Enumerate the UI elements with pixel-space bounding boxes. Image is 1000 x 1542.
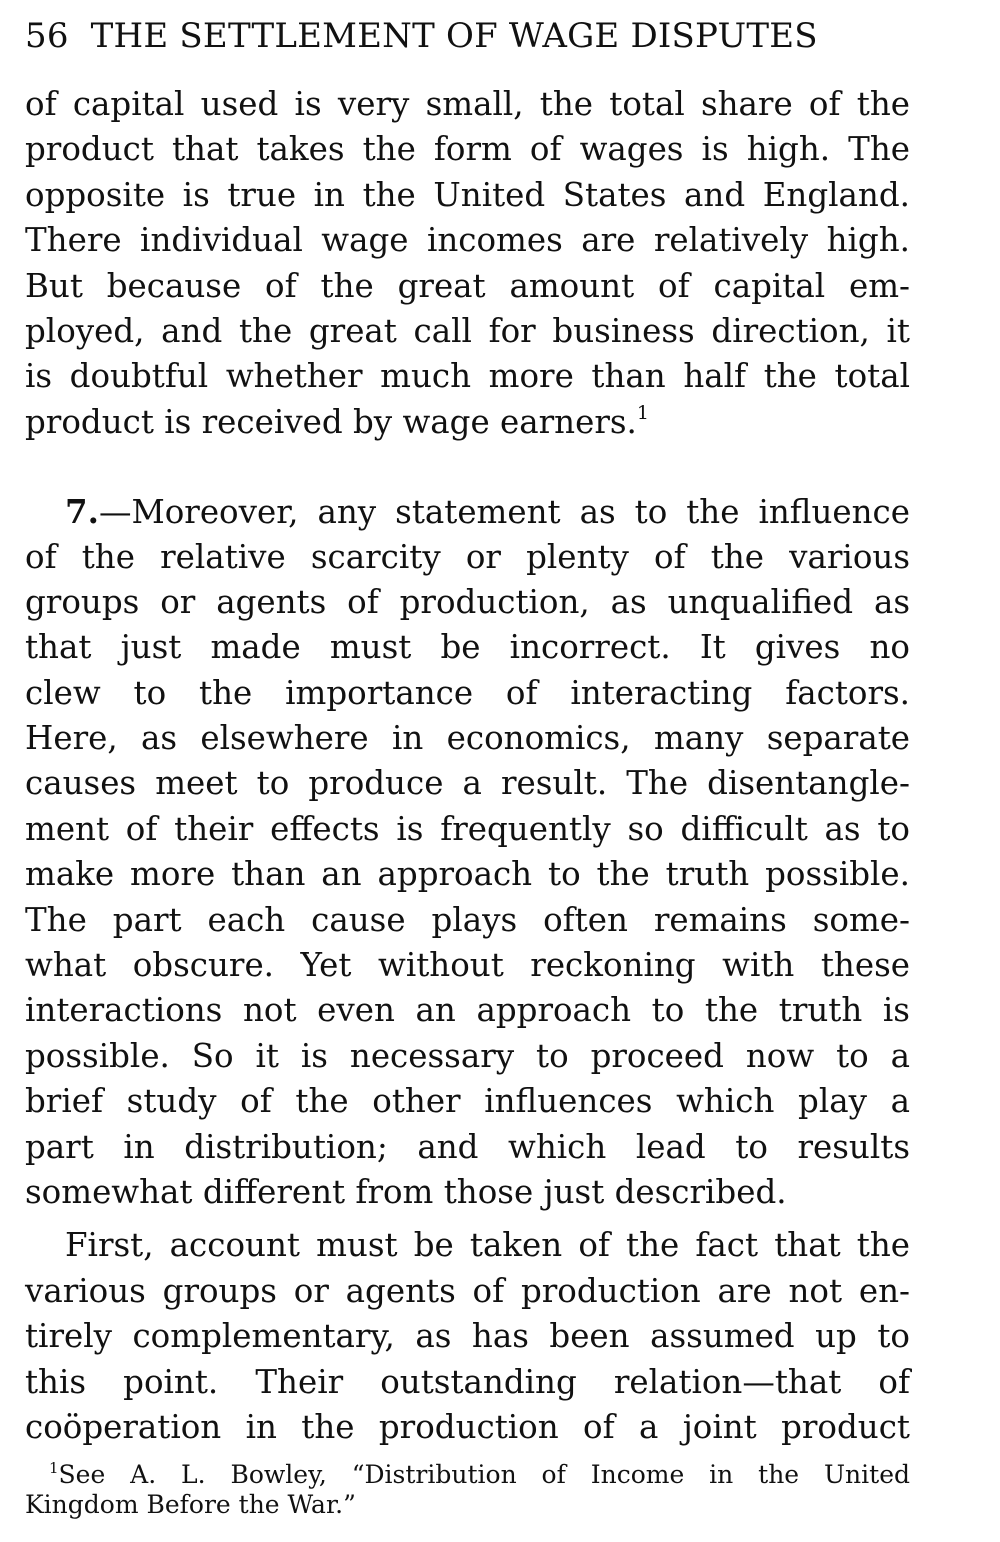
body-text — [25, 82, 910, 1450]
running-title: THE SETTLEMENT OF WAGE DISPUTES — [90, 16, 818, 56]
text-line: clew to the importance of interacting factors. — [25, 673, 910, 712]
paragraph-2 — [25, 489, 910, 1215]
footnote-text: Kingdom Before the War.” — [25, 1490, 356, 1519]
text-line: ment of their effects is frequently so difficult as to — [25, 809, 910, 848]
text-line: —Moreover, any statement as to the influence — [98, 493, 910, 532]
paragraph-1 — [25, 82, 910, 445]
text-line: groups or agents of production, as unqualified as — [25, 582, 910, 621]
footnote-line — [25, 1460, 910, 1490]
text-line: brief study of the other influences which play a — [25, 1082, 910, 1121]
book-page — [25, 0, 910, 1542]
text-line: tirely complementary, as has been assumed up to — [25, 1317, 910, 1356]
section-number: 7. — [65, 492, 99, 532]
text-line: Here, as elsewhere in economics, many separate — [25, 719, 910, 758]
text-line: somewhat different from those just described. — [25, 1172, 787, 1211]
footnote-text: See A. L. Bowley, “Distribution of Income in the United — [58, 1460, 910, 1489]
text-line: coöperation in the production of a joint product — [25, 1407, 910, 1446]
text-line: interactions not even an approach to the truth is — [25, 991, 910, 1030]
page-number: 56 — [25, 16, 69, 56]
text-line: product is received by wage earners. — [25, 402, 637, 441]
text-line: is doubtful whether much more than half the total — [25, 357, 910, 396]
text-line: of capital used is very small, the total share of the — [25, 85, 910, 123]
footnote — [25, 1460, 910, 1520]
running-head — [25, 14, 910, 58]
text-line: what obscure. Yet without reckoning with these — [25, 946, 910, 985]
text-line: First, account must be taken of the fact that the — [65, 1226, 910, 1265]
paragraph-spacer — [25, 1215, 910, 1223]
text-line: The part each cause plays often remains some- — [25, 900, 910, 939]
footnote-marker: 1 — [49, 1459, 59, 1477]
text-line: this point. Their outstanding relation—that of — [25, 1362, 910, 1401]
section-spacer — [25, 445, 910, 489]
text-line: But because of the great amount of capital em- — [25, 266, 910, 305]
text-line: make more than an approach to the truth possible. — [25, 855, 910, 894]
text-line: causes meet to produce a result. The disentangle- — [25, 764, 910, 803]
text-line: ployed, and the great call for business direction, it — [25, 311, 910, 350]
text-line: There individual wage incomes are relatively high. — [25, 221, 910, 260]
text-line: various groups or agents of production are not en- — [25, 1271, 910, 1310]
text-line-with-footnote — [25, 400, 910, 445]
paragraph-3 — [25, 1223, 910, 1450]
text-line: part in distribution; and which lead to results — [25, 1127, 910, 1166]
text-line: product that takes the form of wages is high. The — [25, 130, 910, 169]
footnote-reference[interactable]: 1 — [636, 401, 649, 424]
text-line: possible. So it is necessary to proceed now to a — [25, 1036, 910, 1075]
section-heading-line — [25, 489, 910, 534]
text-line: that just made must be incorrect. It gives no — [25, 628, 910, 667]
text-line: opposite is true in the United States and England. — [25, 175, 910, 214]
text-line: of the relative scarcity or plenty of the various — [25, 537, 910, 576]
